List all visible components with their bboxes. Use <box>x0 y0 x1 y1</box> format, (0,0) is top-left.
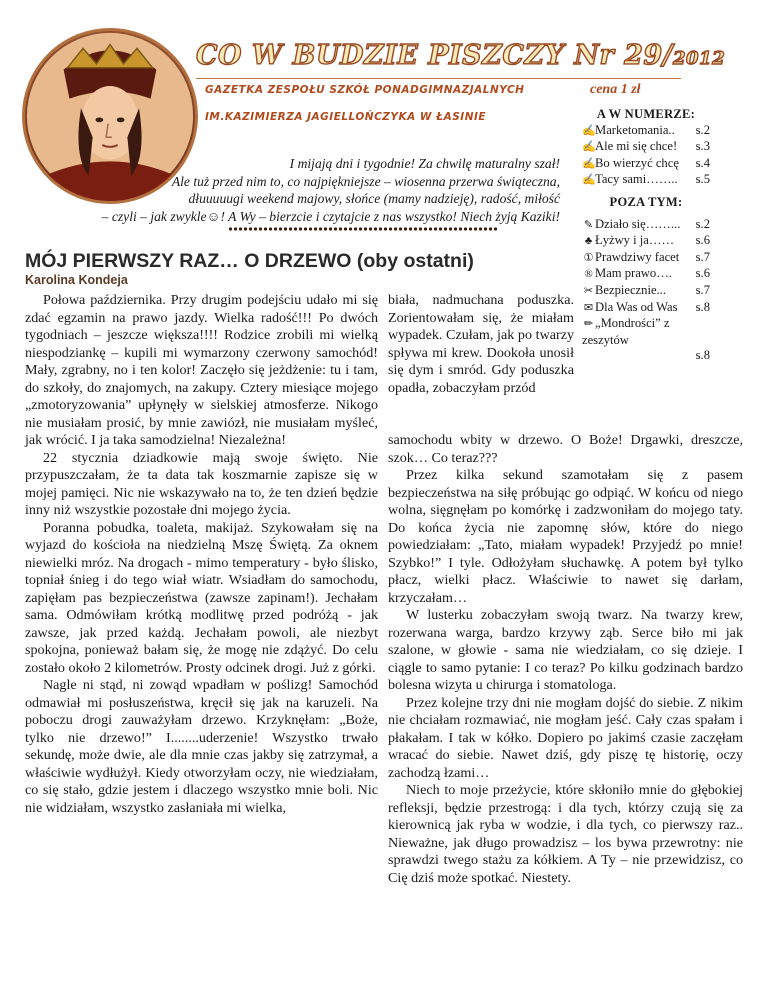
contents-item-title: Dla Was od Was <box>595 299 678 314</box>
contents-item-page: s.7 <box>695 282 710 297</box>
contents-item-page: s.8 <box>695 299 710 314</box>
paragraph: W lusterku zobaczyłam swoją twarz. Na twarzy krew, rozerwana warga, bardzo krzywy ząb. Serce biło mi jak szalone, w głowie - sama nie wiedziałam, co się dzieje. I ciągle to samo pytanie: I co teraz? Po kilku godzinach bardzo bolesna wizyta u chirurga i stomatologa. <box>388 607 743 693</box>
contents-item-page: s.2 <box>695 122 710 137</box>
paragraph: 22 stycznia dziadkowie mają swoje święto. Nie przypuszczałam, że ta data tak koszmarnie zapisze się w mojej pamięci. Nic nie wskazywało na to, że ten dzień będzie inny niż wszystkie pozostałe dni mojego życia. <box>25 449 378 518</box>
contents-item-page: s.4 <box>695 155 710 170</box>
bullet-icon: ✂ <box>583 284 594 297</box>
paragraph: Nagle ni stąd, ni zowąd wpadłam w poślizg! Samochód odmawiał mi posłuszeństwa, kręcił się jak na karuzeli. Na poboczu drogi zauważyłam drzewo. Krzyknęłam: „Boże, tylko nie drzewo!” I........uderzenie! Wszystko trwało sekundę, może dwie, ale dla mnie czas jakby się zatrzymał, a właściwie wydłużył. Kiedy otworzyłam oczy, nie wiedziałam, co się stało, gdzie jestem i dlaczego wszystko mnie boli. Nic nie widziałam, wszystko zasłaniała mi wielka, <box>25 677 378 816</box>
gazette-subtitle: GAZETKA ZESPOŁU SZKÓŁ PONADGIMNAZJALNYCH <box>205 84 525 96</box>
contents-item-page: s.6 <box>695 266 710 281</box>
contents-item <box>582 316 710 364</box>
intro-line: Ale tuż przed nim to, co najpiękniejsze – wiosenna przerwa świąteczna, <box>171 173 560 189</box>
in-issue-heading: A W NUMERZE: <box>596 107 696 121</box>
paragraph: Niech to moje przeżycie, które skłoniło mnie do głębokiej refleksji, będzie przestrogą: i dla tych, którzy czują się za kierownicą jak ryba w wodzie, i dla tych, co pierwszy raz.. Nieważne, jak długo prowadzisz – los bywa przewrotny: nie sprawdzi twego stażu za kółkiem. A Ty – nie przewidzisz, co Cię dziś może spotkać. Niestety. <box>388 782 743 886</box>
contents-item-title: Tacy sami…….. <box>595 172 678 187</box>
contents-item-title: Bo wierzyć chcę <box>595 155 679 170</box>
contents-item-title: Bezpiecznie... <box>595 282 666 297</box>
intro-line: – czyli – jak zwykle☺! A Wy – bierzcie i czytajcie z nas wszystko! Niech żyją Kaziki! <box>101 208 560 224</box>
contents-item-title: Prawdziwy facet <box>595 249 680 264</box>
bullet-icon: ✏ <box>583 318 594 331</box>
paragraph: Połowa października. Przy drugim podejściu udało mi się zdać egzamin na prawo jazdy. Wielka radość!!! Po dwóch tygodniach – jeszcze większa!!!! Rodzice zrobili mi wielką niespodziankę – kupili mi wymarzony czerwony samochód! Mały, zgrabny, no i ten kolor! Zaczęło się jeżdżenie: tu i tam, do szkoły, do znajomych, na zakupy. Cztery miesiące mojego „zmotoryzowania” upłynęły w sielskiej atmosferze. Nikogo nie musiałam prosić, by mnie zawiózł, nie musiałam myśleć, jak wrócić. I ja taka samodzielna! Niezależna! <box>25 292 378 448</box>
contents-item <box>582 233 710 250</box>
contents-sidebar <box>582 107 710 364</box>
paragraph: Przez kilka sekund szamotałam się z pasem bezpieczeństwa na siłę próbując go odpiąć. W końcu od niego wolna, sięgnęłam po komórkę i zadzwoniłam do mojego taty. Do końca życia nie zapomnę słów, które do niego powiedziałam: „Tato, miałam wypadek! Przyjedź po mnie! Szybko!” I tyle. Odłożyłam słuchawkę. A potem był tylko płacz, wielki płacz. Właściwie to nawet się darłam, krzyczałam… <box>388 467 743 606</box>
masthead-name: CO W BUDZIE PISZCZY <box>196 40 565 71</box>
contents-item <box>582 172 710 189</box>
intro-line: I mijają dni i tygodnie! Za chwilę maturalny szał! <box>289 156 560 171</box>
bullet-icon: ① <box>583 251 594 264</box>
header-divider <box>196 78 681 79</box>
contents-item <box>582 266 710 283</box>
dotted-divider <box>228 226 498 232</box>
intro-text <box>20 155 560 225</box>
bullet-icon: ♣ <box>584 235 593 248</box>
price-label: cena 1 zł <box>590 82 641 97</box>
also-heading: POZA TYM: <box>609 194 683 209</box>
issue-year: 2012 <box>673 48 726 69</box>
paragraph: Przez kolejne trzy dni nie mogłam dojść do siebie. Z nikim nie chciałam rozmawiać, nie mogłam jeść. Cały czas spałam i płakałam. I tak w kółko. Dopiero po jakimś czasie zaczęłam wracać do siebie. Nawet dziś, gdy piszę tę historię, oczy zachodzą łzami… <box>388 694 743 781</box>
contents-item-page: s.5 <box>695 172 710 187</box>
bullet-icon: ✍ <box>582 141 596 154</box>
contents-item-page: s.6 <box>695 233 710 248</box>
paragraph: biała, nadmuchana poduszka. Zorientowałam się, że miałam wypadek. Czułam, jak po twarzy spływa mi krew. Dookoła unosił się dym i smród. Gdy poduszka opadła, zobaczyłam przód <box>388 292 574 396</box>
contents-item <box>582 283 710 300</box>
paragraph: samochodu wbity w drzewo. O Boże! Drgawki, dreszcze, szok… Co teraz??? <box>388 432 743 466</box>
school-name: IM.KAZIMIERZA JAGIELLOŃCZYKA W ŁASINIE <box>205 111 487 123</box>
contents-item-title: Ale mi się chce! <box>595 139 678 154</box>
paragraph: Poranna pobudka, toaleta, makijaż. Szykowałam się na wyjazd do kościoła na niedzielną Mszę Świętą. Za oknem niewielki mróz. Na drogach - mimo temperatury - było ślisko, topniał śnieg i do tego wiał wiatr. Wsiadłam do samochodu, zapięłam pas bezpieczeństwa (zawsze zapinam!). Jechałam sama. Odmówiłam krótką modlitwę przed podróżą - jak zawsze, jak przed każdą. Jechałam powoli, ale niezbyt spokojna, ponieważ bałam się, że mogę nie zdążyć. Do celu zostało około 2 kilometrów. Prosty odcinek drogi. Już z górki. <box>25 519 378 676</box>
article-column-2-top <box>388 292 574 397</box>
article-column-2 <box>388 432 743 887</box>
bullet-icon: ✎ <box>583 218 594 231</box>
bullet-icon: ® <box>584 268 593 281</box>
intro-line: dłuuuuugi weekend majowy, słońce (mamy nadzieję), radość, miłość <box>188 191 560 206</box>
bullet-icon: ✍ <box>582 157 596 170</box>
bullet-icon: ✉ <box>583 301 594 314</box>
contents-item <box>582 139 710 156</box>
contents-item <box>582 123 710 140</box>
contents-item <box>582 156 710 173</box>
article-column-1 <box>25 292 378 817</box>
article-title: MÓJ PIERWSZY RAZ… O DRZEWO (oby ostatni) <box>25 250 474 272</box>
contents-item <box>582 217 710 234</box>
contents-item-page: s.3 <box>695 139 710 154</box>
contents-item-page: s.2 <box>695 216 710 231</box>
contents-item-title: Marketomania.. <box>595 122 675 137</box>
contents-item-title: Łyżwy i ja…… <box>595 233 675 248</box>
issue-number: Nr 29/ <box>574 40 674 71</box>
article-author: Karolina Kondeja <box>25 273 128 287</box>
contents-item-title: Działo się……... <box>595 216 681 231</box>
contents-item-title: „Mondrości” z zeszytów <box>582 316 670 347</box>
masthead-title <box>196 40 726 76</box>
bullet-icon: ✍ <box>582 124 596 137</box>
bullet-icon: ✍ <box>582 174 596 187</box>
contents-item-title: Mam prawo…. <box>595 266 672 281</box>
contents-item <box>582 300 710 317</box>
contents-item-page: s.7 <box>695 249 710 264</box>
contents-item <box>582 250 710 267</box>
contents-item-page: s.8 <box>695 348 710 363</box>
